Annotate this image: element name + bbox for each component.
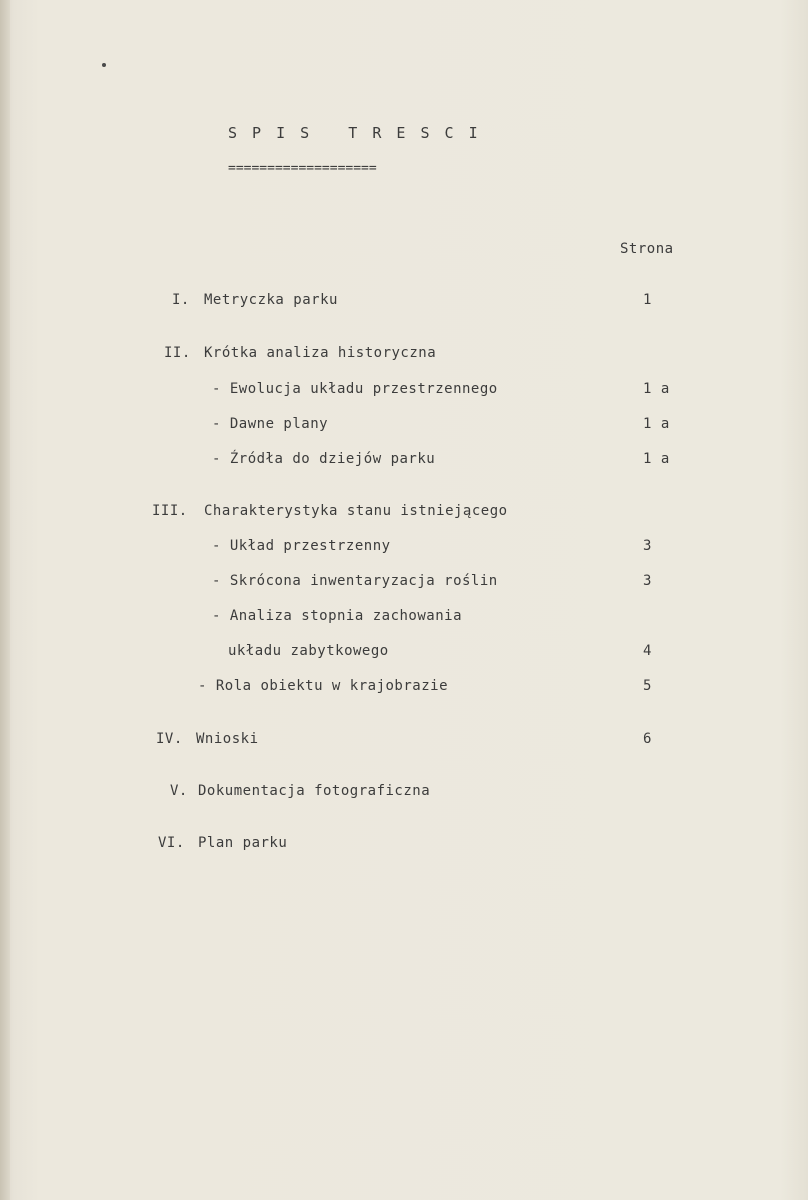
toc-entry-text: Krótka analiza historyczna xyxy=(204,345,437,361)
toc-subentry-text: - Rola obiektu w krajobrazie xyxy=(198,678,449,694)
toc-subentry-continuation: układu zabytkowego xyxy=(228,643,389,659)
section-number: V. xyxy=(170,783,188,799)
toc-entry-page: 4 xyxy=(643,643,652,659)
section-number: III. xyxy=(152,503,188,519)
toc-entry-page: 1 a xyxy=(643,381,670,397)
page-binding-edge xyxy=(0,0,10,1200)
toc-entry-text: Dokumentacja fotograficzna xyxy=(198,783,431,799)
toc-subentry-text: - Skrócona inwentaryzacja roślin xyxy=(212,573,498,589)
section-number: IV. xyxy=(156,731,183,747)
page-column-header: Strona xyxy=(620,241,674,257)
toc-entry-page: 1 a xyxy=(643,416,670,432)
section-number: VI. xyxy=(158,835,185,851)
toc-entry-text: Wnioski xyxy=(196,731,259,747)
toc-entry-page: 3 xyxy=(643,538,652,554)
toc-entry-text: Metryczka parku xyxy=(204,292,338,308)
toc-subentry-text: - Układ przestrzenny xyxy=(212,538,391,554)
toc-title: S P I S T R E S C I xyxy=(228,124,481,142)
toc-subentry-text: - Źródła do dziejów parku xyxy=(212,451,436,467)
toc-subentry-text: - Dawne plany xyxy=(212,416,329,432)
toc-entry-text: Charakterystyka stanu istniejącego xyxy=(204,503,508,519)
toc-subentry-text: - Ewolucja układu przestrzennego xyxy=(212,381,498,397)
ink-speck xyxy=(102,63,106,67)
section-number: II. xyxy=(164,345,191,361)
section-number: I. xyxy=(172,292,190,308)
toc-entry-page: 1 xyxy=(643,292,652,308)
toc-entry-page: 1 a xyxy=(643,451,670,467)
toc-entry-page: 6 xyxy=(643,731,652,747)
toc-entry-page: 5 xyxy=(643,678,652,694)
title-underline: =================== xyxy=(228,161,377,176)
toc-entry-page: 3 xyxy=(643,573,652,589)
toc-entry-text: Plan parku xyxy=(198,835,288,851)
toc-subentry-text: - Analiza stopnia zachowania xyxy=(212,608,463,624)
